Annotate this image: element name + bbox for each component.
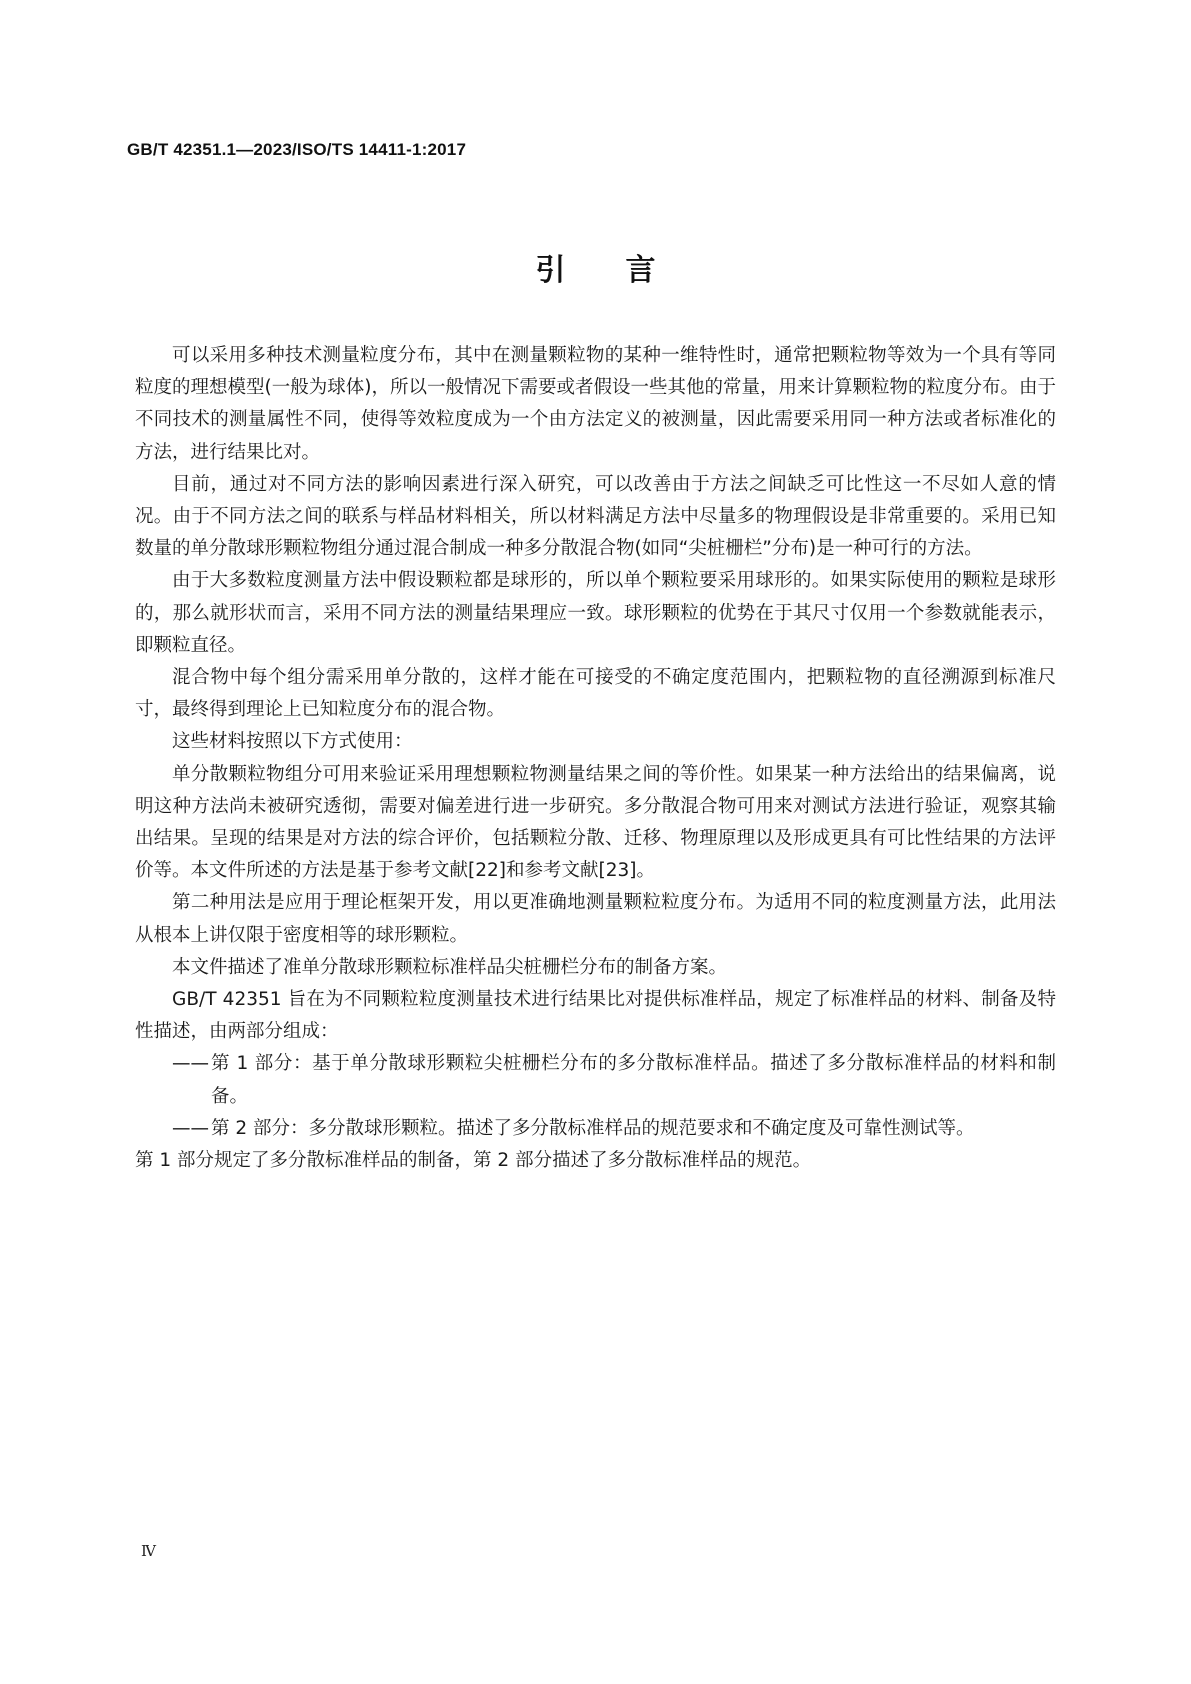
paragraph: 可以采用多种技术测量粒度分布，其中在测量颗粒物的某种一维特性时，通常把颗粒物等效为一个具有等同粒度的理想模型(一般为球体)，所以一般情况下需要或者假设一些其他的常量，用来计算颗粒物的粒度分布。由于不同技术的测量属性不同，使得等效粒度成为一个由方法定义的被测量，因此需要采用同一种方法或者标准化的方法，进行结果比对。 [135,345,1056,463]
paragraph: 第二种用法是应用于理论框架开发，用以更准确地测量颗粒粒度分布。为适用不同的粒度测量方法，此用法从根本上讲仅限于密度相等的球形颗粒。 [135,892,1056,946]
paragraph: 目前，通过对不同方法的影响因素进行深入研究，可以改善由于方法之间缺乏可比性这一不尽如人意的情况。由于不同方法之间的联系与样品材料相关，所以材料满足方法中尽量多的物理假设是非常重要的。采用已知数量的单分散球形颗粒物组分通过混合制成一种多分散混合物(如同“尖桩栅栏”分布)是一种可行的方法。 [135,473,1056,560]
list-item-text: 第 1 部分：基于单分散球形颗粒尖桩栅栏分布的多分散标准样品。描述了多分散标准样品的材料和制备。 [211,1053,1056,1107]
page-number: Ⅳ [141,1542,156,1560]
standard-number-header: GB/T 42351.1—2023/ISO/TS 14411-1:2017 [127,140,467,159]
paragraph: 混合物中每个组分需采用单分散的，这样才能在可接受的不确定度范围内，把颗粒物的直径溯源到标准尺寸，最终得到理论上已知粒度分布的混合物。 [135,667,1056,721]
list-item-text: 第 2 部分：多分散球形颗粒。描述了多分散标准样品的规范要求和不确定度及可靠性测试等。 [211,1117,975,1139]
introduction-body [135,340,1056,1177]
list-dash: —— [172,1117,209,1139]
paragraph: 单分散颗粒物组分可用来验证采用理想颗粒物测量结果之间的等价性。如果某一种方法给出的结果偏离，说明这种方法尚未被研究透彻，需要对偏差进行进一步研究。多分散混合物可用来对测试方法进行验证，观察其输出结果。呈现的结果是对方法的综合评价，包括颗粒分散、迁移、物理原理以及形成更具有可比性结果的方法评价等。本文件所述的方法是基于参考文献[22]和参考文献[23]。 [135,763,1056,882]
parts-list [135,1048,1056,1145]
closing-paragraph: 第 1 部分规定了多分散标准样品的制备，第 2 部分描述了多分散标准样品的规范。 [135,1150,812,1172]
page-title: 引言 [535,253,716,288]
paragraph: 本文件描述了准单分散球形颗粒标准样品尖桩栅栏分布的制备方案。 [172,956,728,978]
paragraph: 这些材料按照以下方式使用： [172,731,413,753]
list-dash: —— [172,1053,209,1075]
list-item [135,1048,1056,1112]
list-item [135,1113,1056,1145]
paragraph: GB/T 42351 旨在为不同颗粒粒度测量技术进行结果比对提供标准样品，规定了标准样品的材料、制备及特性描述，由两部分组成： [135,989,1056,1043]
paragraph: 由于大多数粒度测量方法中假设颗粒都是球形的，所以单个颗粒要采用球形的。如果实际使用的颗粒是球形的，那么就形状而言，采用不同方法的测量结果理应一致。球形颗粒的优势在于其尺寸仅用一个参数就能表示，即颗粒直径。 [135,570,1056,656]
